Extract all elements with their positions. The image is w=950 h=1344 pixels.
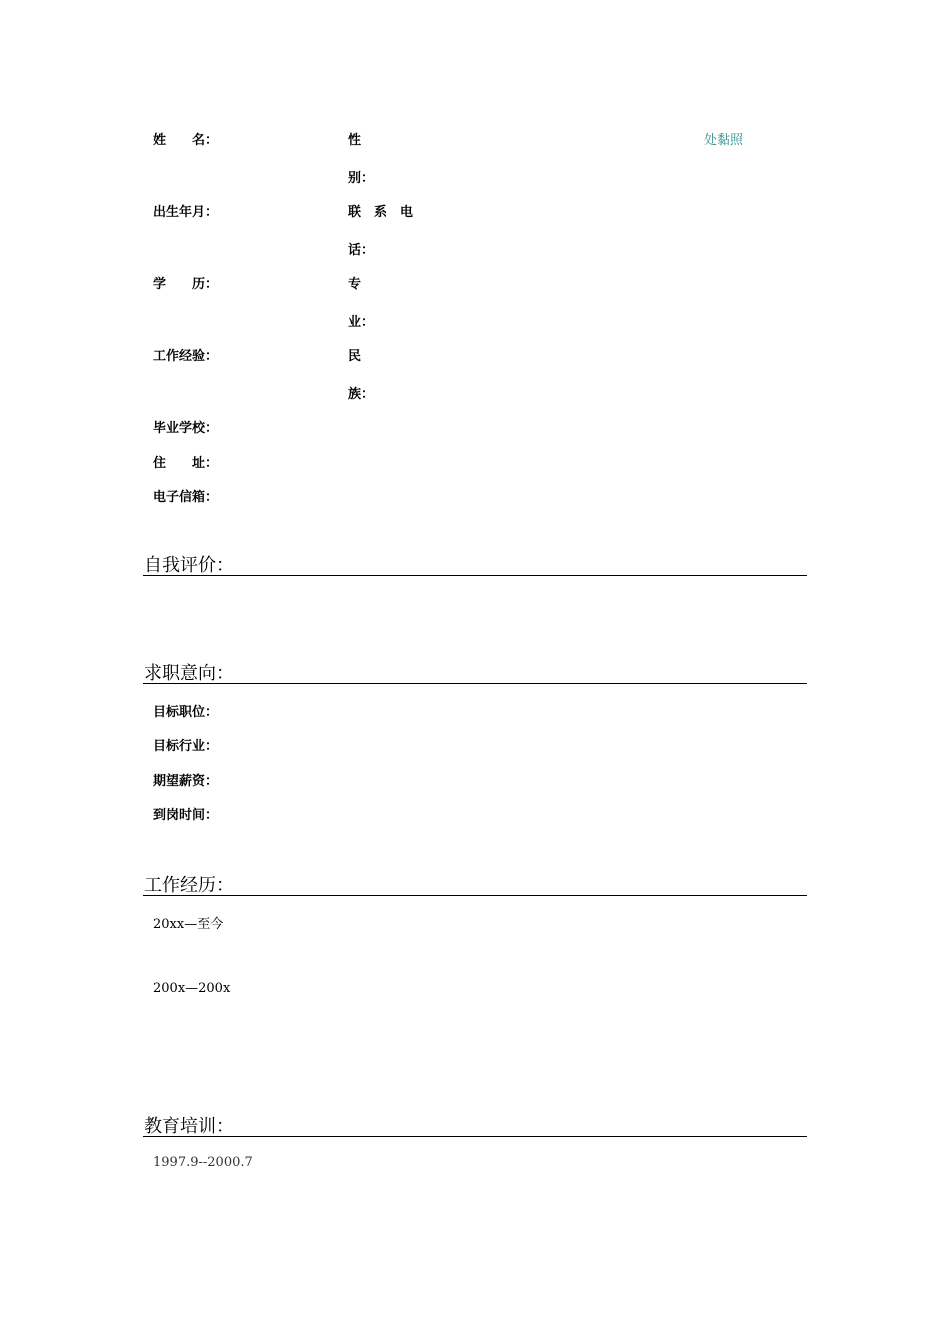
birth-label: 出生年月：: [153, 205, 219, 220]
self-evaluation-title: 自我评价：: [144, 555, 234, 576]
address-label: 住 址：: [153, 456, 219, 471]
education-entry-period: 1997.9--2000.7: [153, 1155, 253, 1170]
job-intention-title: 求职意向：: [144, 663, 234, 684]
phone-label-line1: 联 系 电: [348, 205, 414, 220]
work-history-divider: [143, 895, 807, 896]
ethnicity-label-line1: 民: [348, 349, 362, 364]
work-entry-period: 20xx—至今: [153, 917, 224, 932]
email-label: 电子信箱：: [153, 490, 219, 505]
name-label: 姓 名：: [153, 133, 219, 148]
education-training-title: 教育培训：: [144, 1116, 234, 1137]
gender-label-line2: 别：: [348, 171, 375, 186]
education-training-divider: [143, 1136, 807, 1137]
gender-label-line1: 性: [348, 133, 362, 148]
school-label: 毕业学校：: [153, 421, 219, 436]
target-industry-label: 目标行业：: [153, 739, 219, 754]
photo-placeholder[interactable]: 处黏照: [704, 133, 744, 148]
major-label-line2: 业：: [348, 315, 375, 330]
job-intention-divider: [143, 683, 807, 684]
self-evaluation-divider: [143, 575, 807, 576]
major-label-line1: 专: [348, 277, 362, 292]
expected-salary-label: 期望薪资：: [153, 774, 219, 789]
start-time-label: 到岗时间：: [153, 808, 219, 823]
ethnicity-label-line2: 族：: [348, 387, 375, 402]
phone-label-line2: 话：: [348, 243, 375, 258]
work-entry-period: 200x—200x: [153, 981, 231, 996]
target-position-label: 目标职位：: [153, 705, 219, 720]
work-history-title: 工作经历：: [144, 875, 234, 896]
education-label: 学 历：: [153, 277, 219, 292]
experience-label: 工作经验：: [153, 349, 219, 364]
